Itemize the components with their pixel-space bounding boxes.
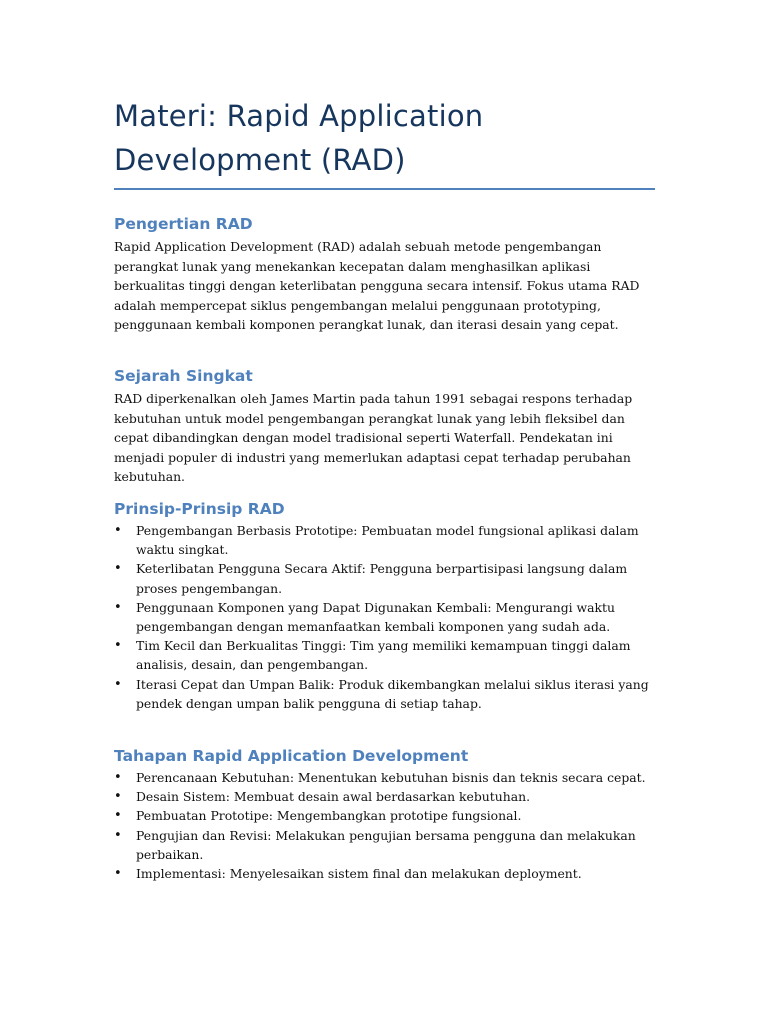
bullet-icon: • [114,770,122,785]
list-item-text: Desain Sistem: Membuat desain awal berdasarkan kebutuhan. [136,789,531,805]
bullet-icon: • [114,827,122,843]
bullet-icon: • [114,676,122,692]
list-item [114,787,656,806]
list-item [114,768,656,787]
list-item [114,826,656,864]
section-heading: Tahapan Rapid Application Development [114,747,469,765]
list-item [114,521,656,559]
bullet-icon: • [114,808,122,824]
section-paragraph: Rapid Application Development (RAD) adalah sebuah metode pengembangan perangkat lunak yang menekankan kecepatan dalam menghasilkan aplikasi berkualitas tinggi dengan keterlibatan pengguna secara intensif. Fokus utama RAD adalah mempercepat siklus pengembangan melalui penggunaan prototyping, penggunaan kembali komponen perangkat lunak, dan iterasi desain yang cepat. [114,239,640,332]
list-item [114,598,656,636]
list-item-text: Tim Kecil dan Berkualitas Tinggi: Tim yang memiliki kemampuan tinggi dalam analisis, desain, dan pengembangan. [136,638,631,673]
list-item-text: Perencanaan Kebutuhan: Menentukan kebutuhan bisnis dan teknis secara cepat. [136,770,646,785]
bullet-icon: • [114,789,122,805]
section-pengertian [114,214,656,335]
bullet-icon: • [114,561,122,577]
list-item-text: Keterlibatan Pengguna Secara Aktif: Pengguna berpartisipasi langsung dalam proses pengembangan. [136,561,628,596]
section-paragraph: RAD diperkenalkan oleh James Martin pada tahun 1991 sebagai respons terhadap kebutuhan untuk model pengembangan perangkat lunak yang lebih fleksibel dan cepat dibandingkan dengan model tradisional seperti Waterfall. Pendekatan ini menjadi populer di industri yang memerlukan adaptasi cepat terhadap perubahan kebutuhan. [114,391,633,484]
section-sejarah [114,366,656,487]
list-item-text: Iterasi Cepat dan Umpan Balik: Produk dikembangkan melalui siklus iterasi yang pendek dengan umpan balik pengguna di setiap tahap. [136,676,649,711]
section-tahapan [114,746,656,883]
list-item-text: Pembuatan Prototipe: Mengembangkan prototipe fungsional. [136,808,522,824]
section-heading: Pengertian RAD [114,215,253,233]
title-underline-rule [114,188,655,190]
bullet-icon: • [114,523,122,538]
principles-list [114,521,656,713]
document-title: Materi: Rapid Application Development (RAD) [114,99,484,177]
list-item-text: Pengujian dan Revisi: Melakukan pengujian bersama pengguna dan melakukan perbaikan. [136,827,636,862]
list-item [114,864,656,883]
stages-list [114,768,656,883]
list-item [114,636,656,674]
document-page [114,94,656,190]
bullet-icon: • [114,599,122,615]
section-heading: Prinsip-Prinsip RAD [114,500,285,518]
list-item [114,559,656,597]
list-item-text: Pengembangan Berbasis Prototipe: Pembuatan model fungsional aplikasi dalam waktu singkat. [136,523,639,558]
bullet-icon: • [114,866,122,882]
list-item-text: Penggunaan Komponen yang Dapat Digunakan Kembali: Mengurangi waktu pengembangan dengan memanfaatkan kembali komponen yang sudah ada. [136,599,616,635]
section-heading: Sejarah Singkat [114,367,253,385]
list-item-text: Implementasi: Menyelesaikan sistem final dan melakukan deployment. [136,866,582,882]
section-prinsip [114,499,656,713]
bullet-icon: • [114,638,122,654]
list-item [114,675,656,713]
list-item [114,806,656,825]
